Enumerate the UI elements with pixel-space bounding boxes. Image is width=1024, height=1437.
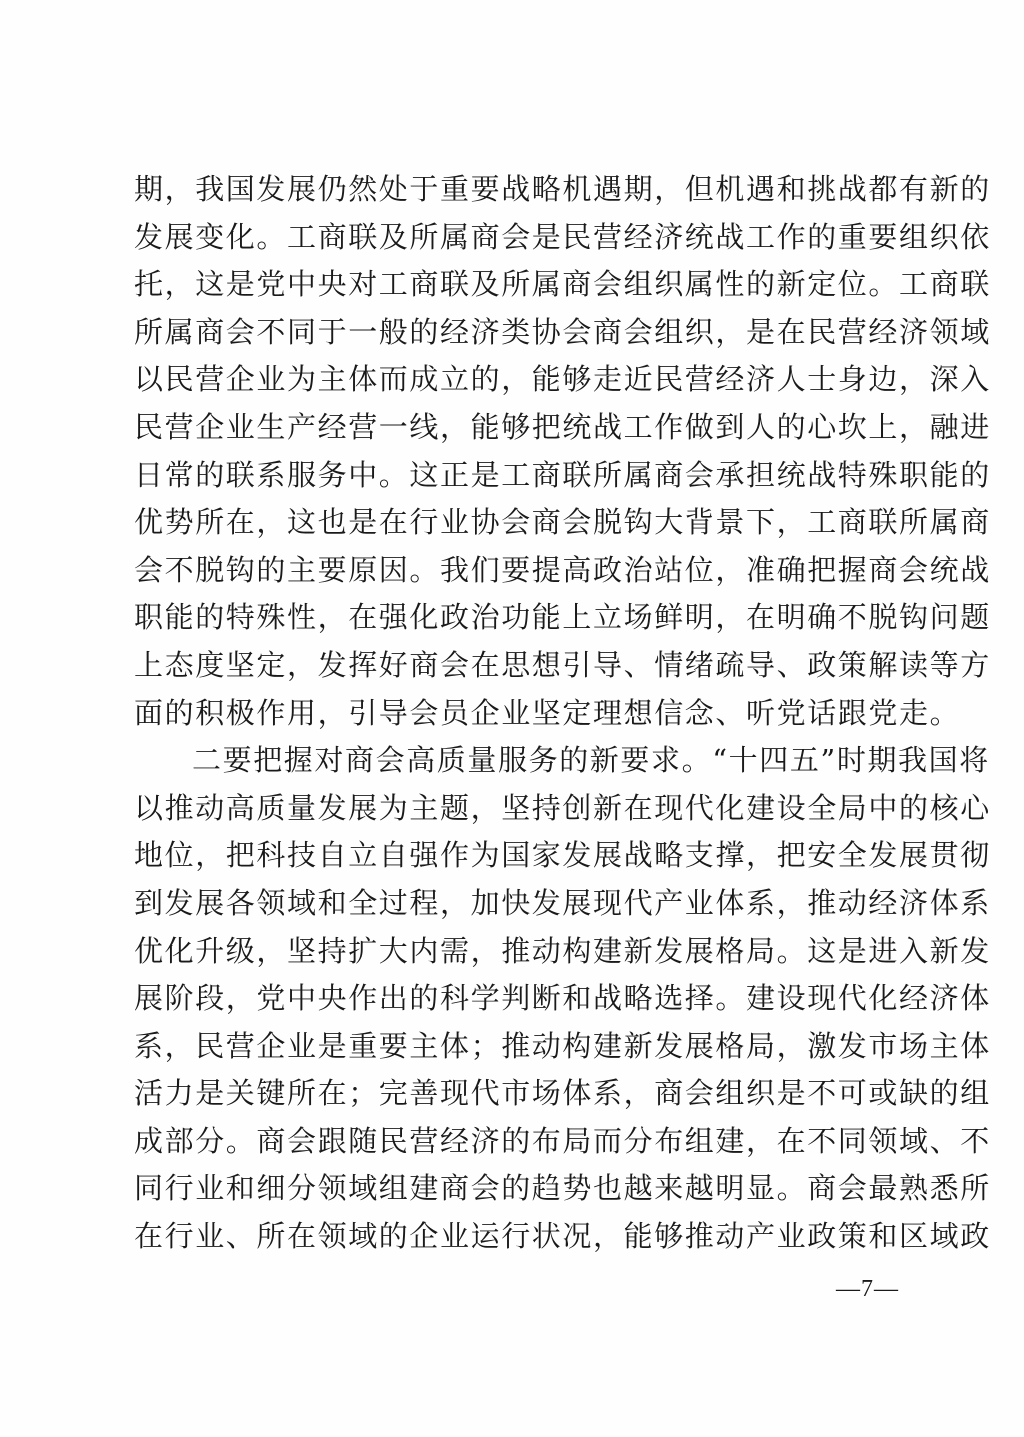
paragraph-start-line: 二要把握对商会高质量服务的新要求。“十四五”时期我国将 [192,743,990,778]
text-line: 成部分。商会跟随民营经济的布局而分布组建，在不同领域、不 [134,1123,991,1158]
text-line: 同行业和细分领域组建商会的趋势也越来越明显。商会最熟悉所 [134,1171,991,1206]
text-line: 所属商会不同于一般的经济类协会商会组织，是在民营经济领域 [134,314,991,349]
text-line: 展阶段，党中央作出的科学判断和战略选择。建设现代化经济体 [134,981,991,1016]
body-text [134,166,991,1261]
text-line: 托，这是党中央对工商联及所属商会组织属性的新定位。工商联 [134,267,991,302]
text-line: 以推动高质量发展为主题，坚持创新在现代化建设全局中的核心 [134,790,991,825]
text-line: 发展变化。工商联及所属商会是民营经济统战工作的重要组织依 [134,219,991,254]
text-line: 优化升级，坚持扩大内需，推动构建新发展格局。这是进入新发 [134,933,991,968]
text-line: 日常的联系服务中。这正是工商联所属商会承担统战特殊职能的 [134,457,991,492]
text-line: 优势所在，这也是在行业协会商会脱钩大背景下，工商联所属商 [134,505,991,540]
text-line: 以民营企业为主体而成立的，能够走近民营经济人士身边，深入 [134,362,991,397]
page-number: —7— [836,1276,899,1302]
text-line: 民营企业生产经营一线，能够把统战工作做到人的心坎上，融进 [134,409,991,444]
text-line: 系，民营企业是重要主体；推动构建新发展格局，激发市场主体 [134,1028,991,1063]
text-line: 职能的特殊性，在强化政治功能上立场鲜明，在明确不脱钩问题 [134,600,991,635]
text-line: 活力是关键所在；完善现代市场体系，商会组织是不可或缺的组 [134,1076,991,1111]
text-line: 会不脱钩的主要原因。我们要提高政治站位，准确把握商会统战 [134,552,991,587]
text-line: 面的积极作用，引导会员企业坚定理想信念、听党话跟党走。 [134,695,961,730]
text-line: 上态度坚定，发挥好商会在思想引导、情绪疏导、政策解读等方 [134,647,991,682]
text-line: 地位，把科技自立自强作为国家发展战略支撑，把安全发展贯彻 [134,838,991,873]
text-line: 到发展各领域和全过程，加快发展现代产业体系，推动经济体系 [134,885,991,920]
text-line: 在行业、所在领域的企业运行状况，能够推动产业政策和区域政 [134,1219,991,1254]
text-line: 期，我国发展仍然处于重要战略机遇期，但机遇和挑战都有新的 [134,172,991,206]
